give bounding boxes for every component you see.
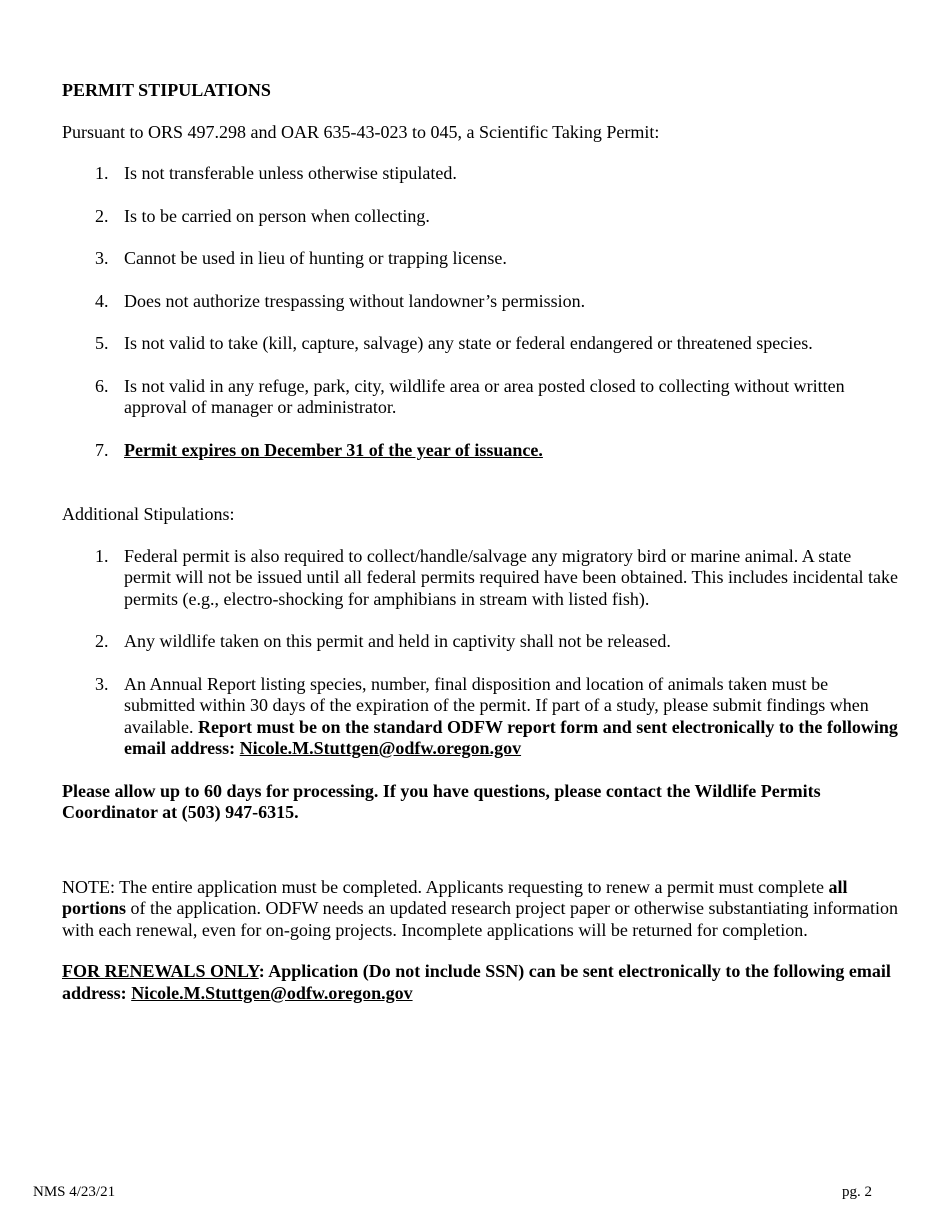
list-item-number: 4. — [95, 290, 109, 311]
permit-intro: Pursuant to ORS 497.298 and OAR 635-43-023 to 045, a Scientific Taking Permit: — [62, 121, 660, 142]
additional-stipulations-list — [62, 546, 902, 760]
list-item-text: An Annual Report listing species, number, final disposition and location of animals taken must be submitted within 30 days of the expiration of the permit. If part of a study, please submit findings when available. — [124, 673, 869, 737]
list-item-number: 2. — [95, 631, 109, 651]
renewals-paragraph — [62, 961, 902, 1004]
document-page — [62, 80, 902, 1024]
list-item-text: Is not valid in any refuge, park, city, wildlife area or area posted closed to collecting without written approval of manager or administrator. — [124, 375, 845, 417]
footer-revision-date: NMS 4/23/21 — [33, 1184, 116, 1200]
list-item-number: 5. — [95, 333, 109, 353]
list-item — [62, 291, 902, 313]
permit-expiration-text: Permit expires on December 31 of the year of issuance. — [124, 439, 543, 460]
list-item — [62, 333, 902, 355]
list-item — [62, 674, 902, 760]
list-item-number: 1. — [95, 545, 109, 566]
list-item-text: Federal permit is also required to collect/handle/salvage any migratory bird or marine animal. A state permit will not be issued until all federal permits required have been obtained. This includes incidental take permits (e.g., electro-shocking for amphibians in stream with listed fish). — [124, 545, 898, 609]
list-item — [62, 206, 902, 228]
note-text: NOTE: The entire application must be completed. Applicants requesting to renew a permit must complete — [62, 876, 829, 897]
list-item — [62, 163, 902, 185]
list-item-text: Any wildlife taken on this permit and held in captivity shall not be released. — [124, 631, 671, 651]
processing-notice: Please allow up to 60 days for processing. If you have questions, please contact the Wildlife Permits Coordinator at (503) 947-6315. — [62, 780, 821, 822]
list-item-number: 3. — [95, 248, 109, 268]
list-item — [62, 248, 902, 270]
report-instructions: Report must be on the standard ODFW report form and sent electronically to the following email address: — [124, 716, 898, 758]
list-item-number: 6. — [95, 375, 109, 396]
list-item-text: Is to be carried on person when collecting. — [124, 205, 430, 226]
renewals-text: : Application (Do not include SSN) can be sent electronically to the following email address: — [62, 961, 891, 1003]
renewals-label: FOR RENEWALS ONLY — [62, 961, 259, 981]
list-item-number: 3. — [95, 673, 109, 694]
footer-page-number: pg. 2 — [842, 1184, 872, 1200]
list-item — [62, 376, 902, 419]
list-item-text: Cannot be used in lieu of hunting or trapping license. — [124, 248, 507, 268]
permit-stipulations-list — [62, 163, 902, 461]
list-item-text: Does not authorize trespassing without landowner’s permission. — [124, 290, 586, 311]
note-emphasis: all portions — [62, 876, 848, 918]
list-item-text: Is not transferable unless otherwise stipulated. — [124, 163, 457, 183]
note-text-continued: of the application. ODFW needs an updated research project paper or otherwise substantiating information with each renewal, even for on-going projects. Incomplete applications will be returned for completion. — [62, 898, 898, 940]
renewals-email-link[interactable]: Nicole.M.Stuttgen@odfw.oregon.gov — [131, 982, 413, 1003]
list-item-number: 1. — [95, 163, 109, 183]
list-item — [62, 546, 902, 611]
list-item — [62, 440, 902, 462]
list-item — [62, 631, 902, 653]
list-item-number: 7. — [95, 439, 109, 460]
list-item-text: Is not valid to take (kill, capture, salvage) any state or federal endangered or threatened species. — [124, 333, 813, 353]
note-paragraph — [62, 877, 902, 942]
permit-stipulations-heading: PERMIT STIPULATIONS — [62, 80, 271, 100]
list-item-number: 2. — [95, 205, 109, 226]
report-email-link[interactable]: Nicole.M.Stuttgen@odfw.oregon.gov — [239, 738, 522, 758]
additional-stipulations-heading: Additional Stipulations: — [62, 504, 235, 524]
